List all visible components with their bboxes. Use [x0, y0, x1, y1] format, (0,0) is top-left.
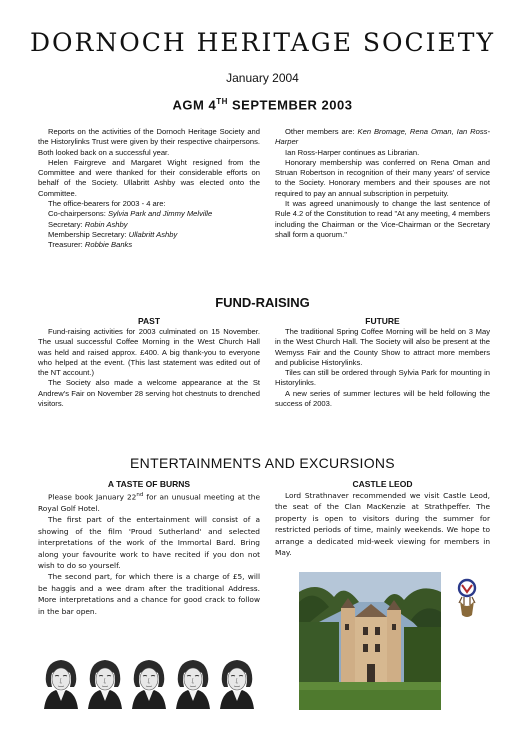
- future-subheading: FUTURE: [365, 316, 400, 326]
- agm-resignations-paragraph: Helen Fairgreve and Margaret Wight resigned from the Committee and were thanked for their considerable efforts on behalf of the Society. Ullabritt Ashby was elected onto the Committee.: [38, 157, 260, 198]
- office-bearers-intro: The office-bearers for 2003 - 4 are:: [48, 199, 166, 209]
- other-members-paragraph: Other members are: Ken Bromage, Rena Oman, Ian Ross-Harper: [275, 127, 490, 147]
- castle-subheading: CASTLE LEOD: [352, 479, 413, 489]
- past-subheading: PAST: [137, 316, 161, 326]
- castle-column: [275, 490, 490, 558]
- burns-film-paragraph: The first part of the entertainment will consist of a showing of the film 'Proud Sutherland' and selected interpretations of the work of the Immortal Bard. Bring along your favourite work to have recited if you don not wish to do so yourself.: [38, 515, 260, 570]
- past-coffee-morning-paragraph: Fund-raising activities for 2003 culminated on 15 November. The usual successful Coffee Morning in the West Church Hall was held and raised approx. £400. A big thank-you to everyone who helped at the event. (This last statement was edited out of the NT account.): [38, 327, 260, 378]
- office-bearer-row: Membership Secretary: Ullabritt Ashby: [48, 229, 178, 239]
- castle-leod-paragraph: Lord Strathnaver recommended we visit Castle Leod, the seat of the Clan MacKenzie at Strathpeffer. The property is open to visitors during the summer for restricted periods of time, mainly weekends. We hope to arrange a dedicated mid-week viewing for members in May.: [275, 491, 490, 558]
- burns-portraits-image: [40, 657, 260, 709]
- castle-leod-photo: [299, 572, 441, 710]
- burns-column: [38, 490, 260, 617]
- office-bearer-row: Treasurer: Robbie Banks: [48, 240, 133, 250]
- past-st-andrews-paragraph: The Society also made a welcome appearance at the St Andrew's Fair on November 28 serving hot chestnuts to drenched visitors.: [38, 378, 260, 409]
- honorary-membership-paragraph: Honorary membership was conferred on Rena Oman and Struan Robertson in recognition of their many years' of service to the Society. Honorary members and their spouses are not required to pay an annual subscription in perpetuity.: [275, 157, 490, 198]
- office-bearer-row: Co-chairpersons: Sylvia Park and Jimmy Melville: [48, 209, 213, 219]
- burns-haggis-paragraph: The second part, for which there is a charge of £5, will be haggis and a wee dram after the traditional Address. More interpretations and a chance for good crack to follow in the bar open.: [38, 572, 260, 616]
- agm-right-column: [275, 127, 490, 240]
- future-spring-paragraph: The traditional Spring Coffee Morning will be held on 3 May in the West Church Hall. The Society will also be present at the Wemyss Fair and the County Show to attract more members and publicise Historylinks.: [275, 327, 490, 367]
- agm-heading: AGM 4TH SEPTEMBER 2003: [172, 97, 353, 113]
- burns-subheading: A TASTE OF BURNS: [107, 479, 191, 489]
- past-column: [38, 327, 260, 409]
- future-tiles-paragraph: Tiles can still be ordered through Sylvia Park for mounting in Historylinks.: [275, 368, 490, 388]
- masthead-title: DORNOCH HERITAGE SOCIETY: [30, 28, 495, 57]
- fundraising-heading: FUND-RAISING: [215, 295, 310, 310]
- issue-date: January 2004: [226, 71, 299, 85]
- librarian-paragraph: Ian Ross-Harper continues as Librarian.: [285, 147, 420, 157]
- agm-reports-paragraph: Reports on the activities of the Dornoch Heritage Society and the Historylinks Trust were given by their respective chairpersons. Both looked back on a successful year.: [38, 127, 260, 157]
- future-column: [275, 327, 490, 409]
- office-bearer-row: Secretary: Robin Ashby: [48, 219, 128, 229]
- burns-booking-paragraph: Please book January 22nd for an unusual meeting at the Royal Golf Hotel.: [38, 492, 260, 513]
- constitution-paragraph: It was agreed unanimously to change the last sentence of Rule 4.2 of the Constitution to read "At any meeting, 4 members including the Chairman or the Vice-Chairman or the Secretary shall form a quorum.": [275, 199, 491, 239]
- agm-left-column: [38, 127, 260, 251]
- future-lectures-paragraph: A new series of summer lectures will be held following the success of 2003.: [275, 388, 490, 409]
- entertainments-heading: ENTERTAINMENTS AND EXCURSIONS: [130, 455, 395, 471]
- clan-crest-icon: [456, 577, 478, 619]
